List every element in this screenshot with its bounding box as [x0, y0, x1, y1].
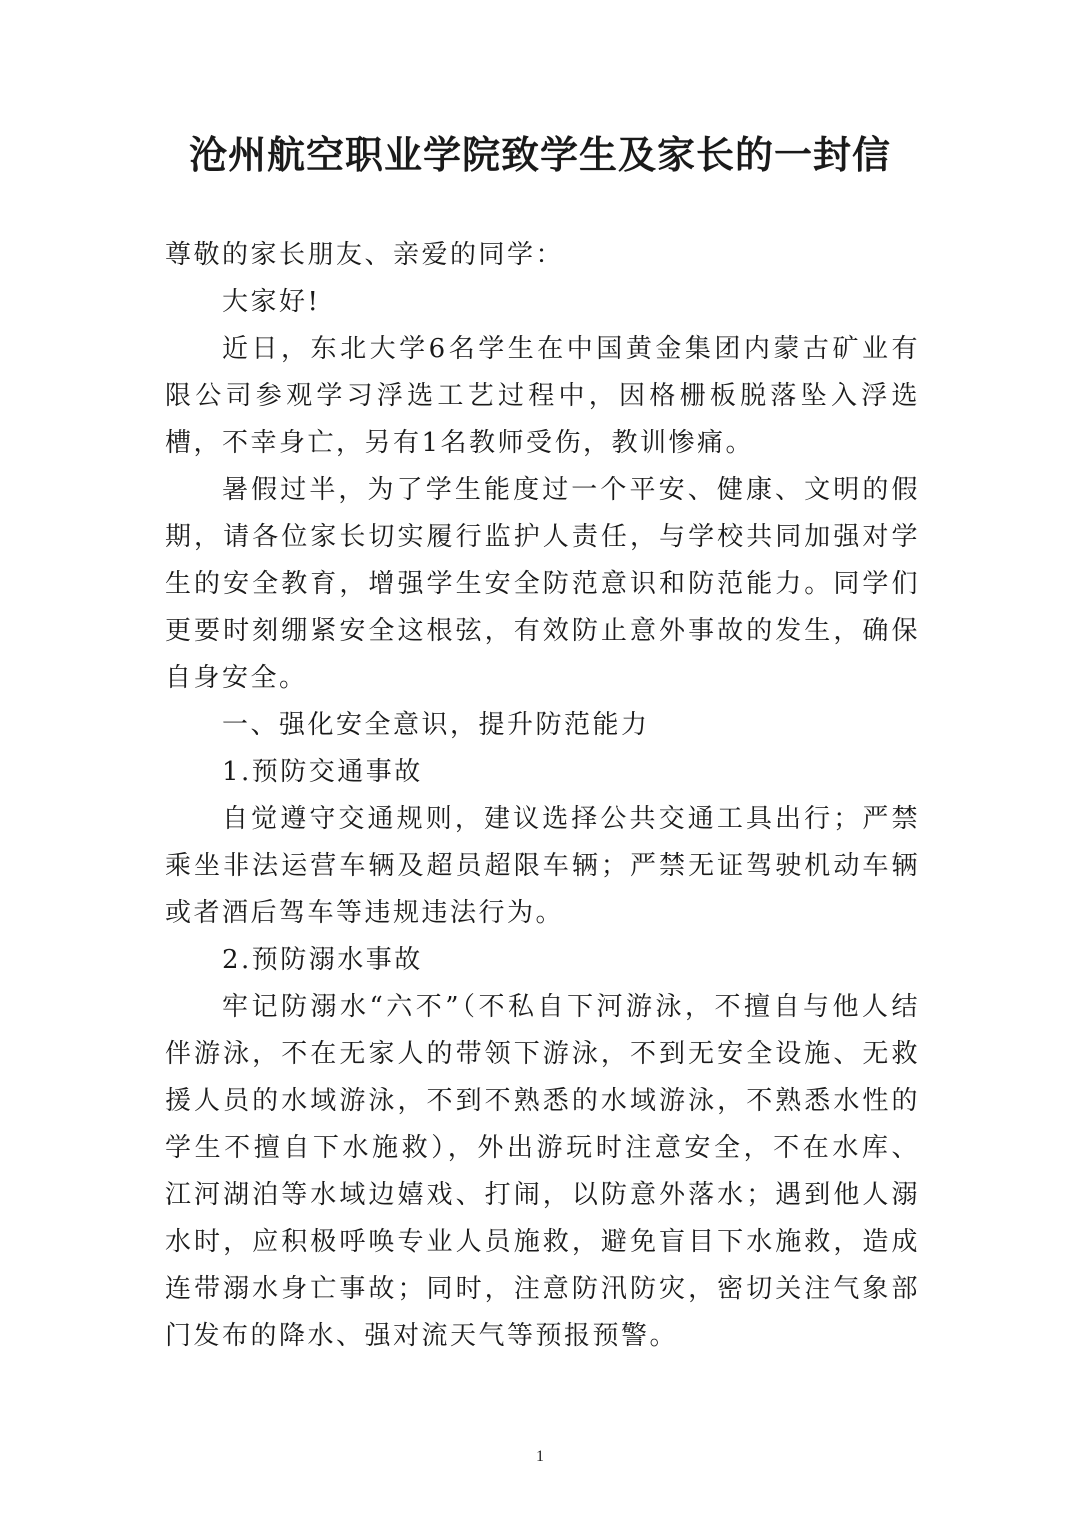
- page-number: 1: [536, 1448, 544, 1465]
- section-heading: 一、强化安全意识，提升防范能力: [222, 710, 650, 740]
- subsection-text-traffic: 自觉遵守交通规则，建议选择公共交通工具出行；严禁乘坐非法运营车辆及超员超限车辆；严禁无证驾驶机动车辆或者酒后驾车等违规违法行为。: [165, 804, 920, 928]
- subsection-text-drowning: 牢记防溺水“六不”（不私自下河游泳，不擅自与他人结伴游泳，不在无家人的带领下游泳，不到无安全设施、无救援人员的水域游泳，不到不熟悉的水域游泳，不熟悉水性的学生不擅自下水施救），外出游玩时注意安全，不在水库、江河湖泊等水域边嬉戏、打闹，以防意外落水；遇到他人溺水时，应积极呼唤专业人员施救，避免盲目下水施救，造成连带溺水身亡事故；同时，注意防汛防灾，密切关注气象部门发布的降水、强对流天气等预报预警。: [165, 992, 920, 1351]
- salutation: 尊敬的家长朋友、亲爱的同学：: [165, 240, 565, 270]
- letter-body: [165, 232, 920, 1360]
- paragraph-summer-safety: 暑假过半，为了学生能度过一个平安、健康、文明的假期，请各位家长切实履行监护人责任，与学校共同加强对学生的安全教育，增强学生安全防范意识和防范能力。同学们更要时刻绷紧安全这根弦，有效防止意外事故的发生，确保自身安全。: [165, 475, 920, 693]
- paragraph-incident: 近日，东北大学6名学生在中国黄金集团内蒙古矿业有限公司参观学习浮选工艺过程中，因格栅板脱落坠入浮选槽，不幸身亡，另有1名教师受伤，教训惨痛。: [165, 334, 920, 458]
- page-title: 沧州航空职业学院致学生及家长的一封信: [188, 132, 891, 177]
- subsection-heading-traffic: 1.预防交通事故: [222, 757, 423, 787]
- greeting: 大家好!: [222, 287, 321, 317]
- subsection-heading-drowning: 2.预防溺水事故: [222, 945, 423, 975]
